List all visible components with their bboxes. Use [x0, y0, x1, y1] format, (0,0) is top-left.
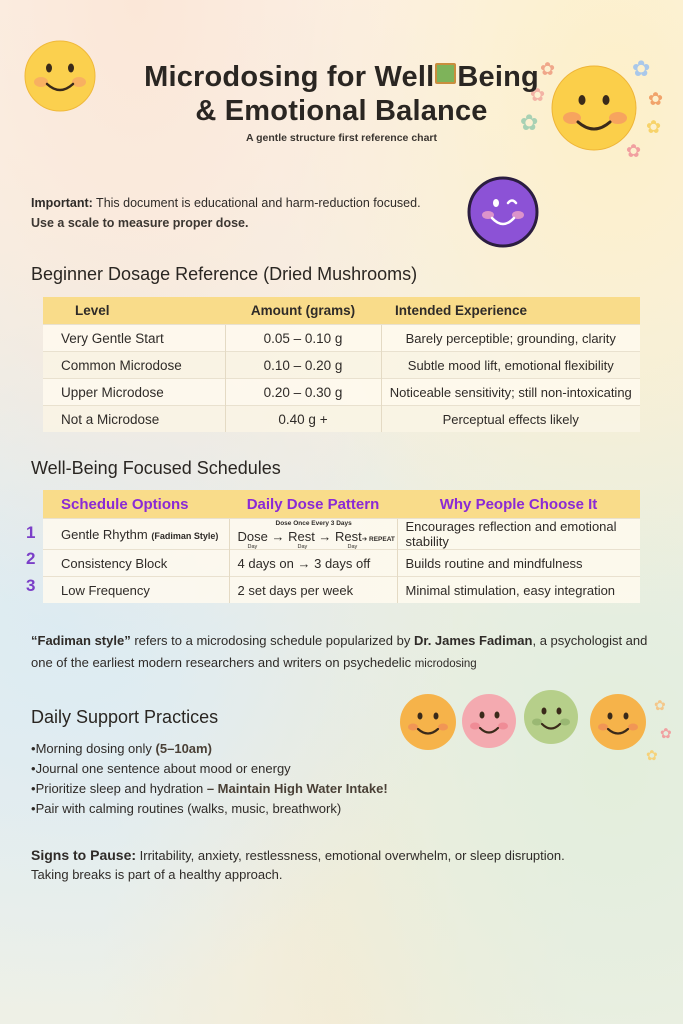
day-label: Day: [247, 544, 258, 550]
smiley-green-icon: [522, 688, 582, 746]
dosage-heading: Beginner Dosage Reference (Dried Mushrooms): [31, 264, 418, 284]
table-cell: Consistency Block: [43, 550, 229, 577]
table-cell: Common Microdose: [43, 352, 225, 379]
list-item: [31, 739, 388, 759]
table-cell: Encourages reflection and emotional stability: [397, 519, 640, 550]
pattern-text: [238, 529, 395, 544]
table-row: [43, 325, 640, 352]
schedules-table: [43, 490, 640, 603]
table-row: [43, 550, 640, 577]
flower-icon: ✿: [530, 85, 546, 105]
practice-text: Morning dosing only: [35, 741, 152, 756]
table-cell: Minimal stimulation, easy integration: [397, 577, 640, 604]
purple-smiley-icon: [466, 175, 540, 249]
important-note: [31, 193, 461, 233]
table-cell: 0.20 – 0.30 g: [225, 379, 381, 406]
table-cell: Not a Microdose: [43, 406, 225, 433]
table-cell: Upper Microdose: [43, 379, 225, 406]
pattern-top-note: Dose Once Every 3 Days: [275, 520, 352, 527]
day-label: Day: [347, 544, 358, 550]
smiley-pink-icon: [460, 692, 520, 750]
table-cell: [43, 519, 229, 550]
title-line-2: & Emotional Balance: [195, 95, 488, 127]
table-cell: Noticeable sensitivity; still non-intoxicating: [381, 379, 640, 406]
title-part-1: Microdosing for Well: [144, 61, 435, 93]
signs-label: Signs to Pause:: [31, 847, 137, 863]
schedule-option: Gentle Rhythm: [61, 526, 148, 542]
flower-icon: ✿: [654, 697, 666, 713]
dosage-table: [43, 297, 640, 432]
list-item: [31, 779, 388, 799]
table-cell: Subtle mood lift, emotional flexibility: [381, 352, 640, 379]
practices-list: [31, 739, 388, 819]
schedules-heading: Well-Being Focused Schedules: [31, 458, 281, 478]
practice-time: (5–10am): [155, 741, 212, 756]
flower-icon: ✿: [626, 141, 642, 161]
fadiman-paragraph: [31, 630, 656, 675]
column-header: Why People Choose It: [397, 490, 640, 519]
table-cell: 2 set days per week: [229, 577, 397, 604]
table-row: [43, 352, 640, 379]
practice-text: Prioritize sleep and hydration: [35, 781, 204, 796]
column-header: Intended Experience: [381, 297, 640, 325]
schedule-option-note: (Fadiman Style): [151, 530, 219, 541]
flower-icon: ✿: [646, 747, 658, 763]
table-row: [43, 519, 640, 550]
square-tile-icon: [435, 63, 456, 84]
table-cell: [229, 519, 397, 550]
table-cell: 0.10 – 0.20 g: [225, 352, 381, 379]
fadiman-text: microdosing: [414, 658, 477, 670]
table-row: [43, 379, 640, 406]
fadiman-text: refers to a microdosing schedule popularized by: [130, 633, 414, 648]
table-cell: 0.05 – 0.10 g: [225, 325, 381, 352]
column-header: Amount (grams): [225, 297, 381, 325]
important-label: Important:: [31, 196, 93, 210]
list-item: [31, 799, 388, 819]
table-cell: 4 days on → 3 days off: [229, 550, 397, 577]
table-header-row: [43, 490, 640, 519]
smiley-orange-icon: [398, 692, 460, 752]
fadiman-term: “Fadiman style”: [31, 633, 131, 648]
flower-icon: ✿: [660, 725, 672, 741]
table-cell: Builds routine and mindfulness: [397, 550, 640, 577]
table-cell: Barely perceptible; grounding, clarity: [381, 325, 640, 352]
list-item: [31, 759, 388, 779]
flower-icon: ✿: [540, 59, 556, 79]
pattern-repeat: ➔ REPEAT: [361, 536, 395, 543]
day-label: Day: [297, 544, 308, 550]
practice-text: Pair with calming routines (walks, music, breathwork): [35, 801, 342, 816]
flower-icon: ✿: [632, 56, 651, 81]
pattern-sequence: Dose → Rest → Rest: [237, 529, 362, 544]
column-header: Schedule Options: [43, 490, 229, 519]
flower-icon: ✿: [646, 117, 662, 137]
row-number: 2: [26, 549, 36, 568]
column-header: Daily Dose Pattern: [229, 490, 397, 519]
signs-line-2: Taking breaks is part of a healthy approach.: [31, 867, 283, 882]
table-cell: 0.40 g +: [225, 406, 381, 433]
important-text: This document is educational and harm-reduction focused.: [92, 196, 421, 210]
page-title: [0, 56, 683, 128]
fadiman-text: , a psychologist and one of the earliest modern researchers and writers on psychedelic: [31, 633, 648, 670]
important-line-2: Use a scale to measure proper dose.: [31, 216, 249, 230]
smiley-orange-2-icon: [588, 692, 650, 752]
practice-text: Journal one sentence about mood or energy: [35, 761, 291, 776]
practices-heading: Daily Support Practices: [31, 707, 219, 727]
table-row: [43, 577, 640, 604]
page-subtitle: A gentle structure first reference chart: [245, 132, 437, 144]
column-header: Level: [43, 297, 225, 325]
table-cell: Perceptual effects likely: [381, 406, 640, 433]
row-number: 1: [26, 523, 36, 542]
signs-to-pause: [31, 846, 661, 884]
signs-text: Irritability, anxiety, restlessness, emotional overwhelm, or sleep disruption.: [136, 848, 565, 863]
title-part-2: Being: [457, 61, 539, 93]
table-cell: Low Frequency: [43, 577, 229, 604]
table-cell: Very Gentle Start: [43, 325, 225, 352]
flower-icon: ✿: [520, 110, 539, 135]
practice-extra: – Maintain High Water Intake!: [206, 781, 388, 796]
table-header-row: [43, 297, 640, 325]
table-row: [43, 406, 640, 433]
row-number: 3: [26, 576, 36, 595]
fadiman-name: Dr. James Fadiman: [413, 633, 533, 648]
flower-icon: ✿: [648, 89, 664, 109]
